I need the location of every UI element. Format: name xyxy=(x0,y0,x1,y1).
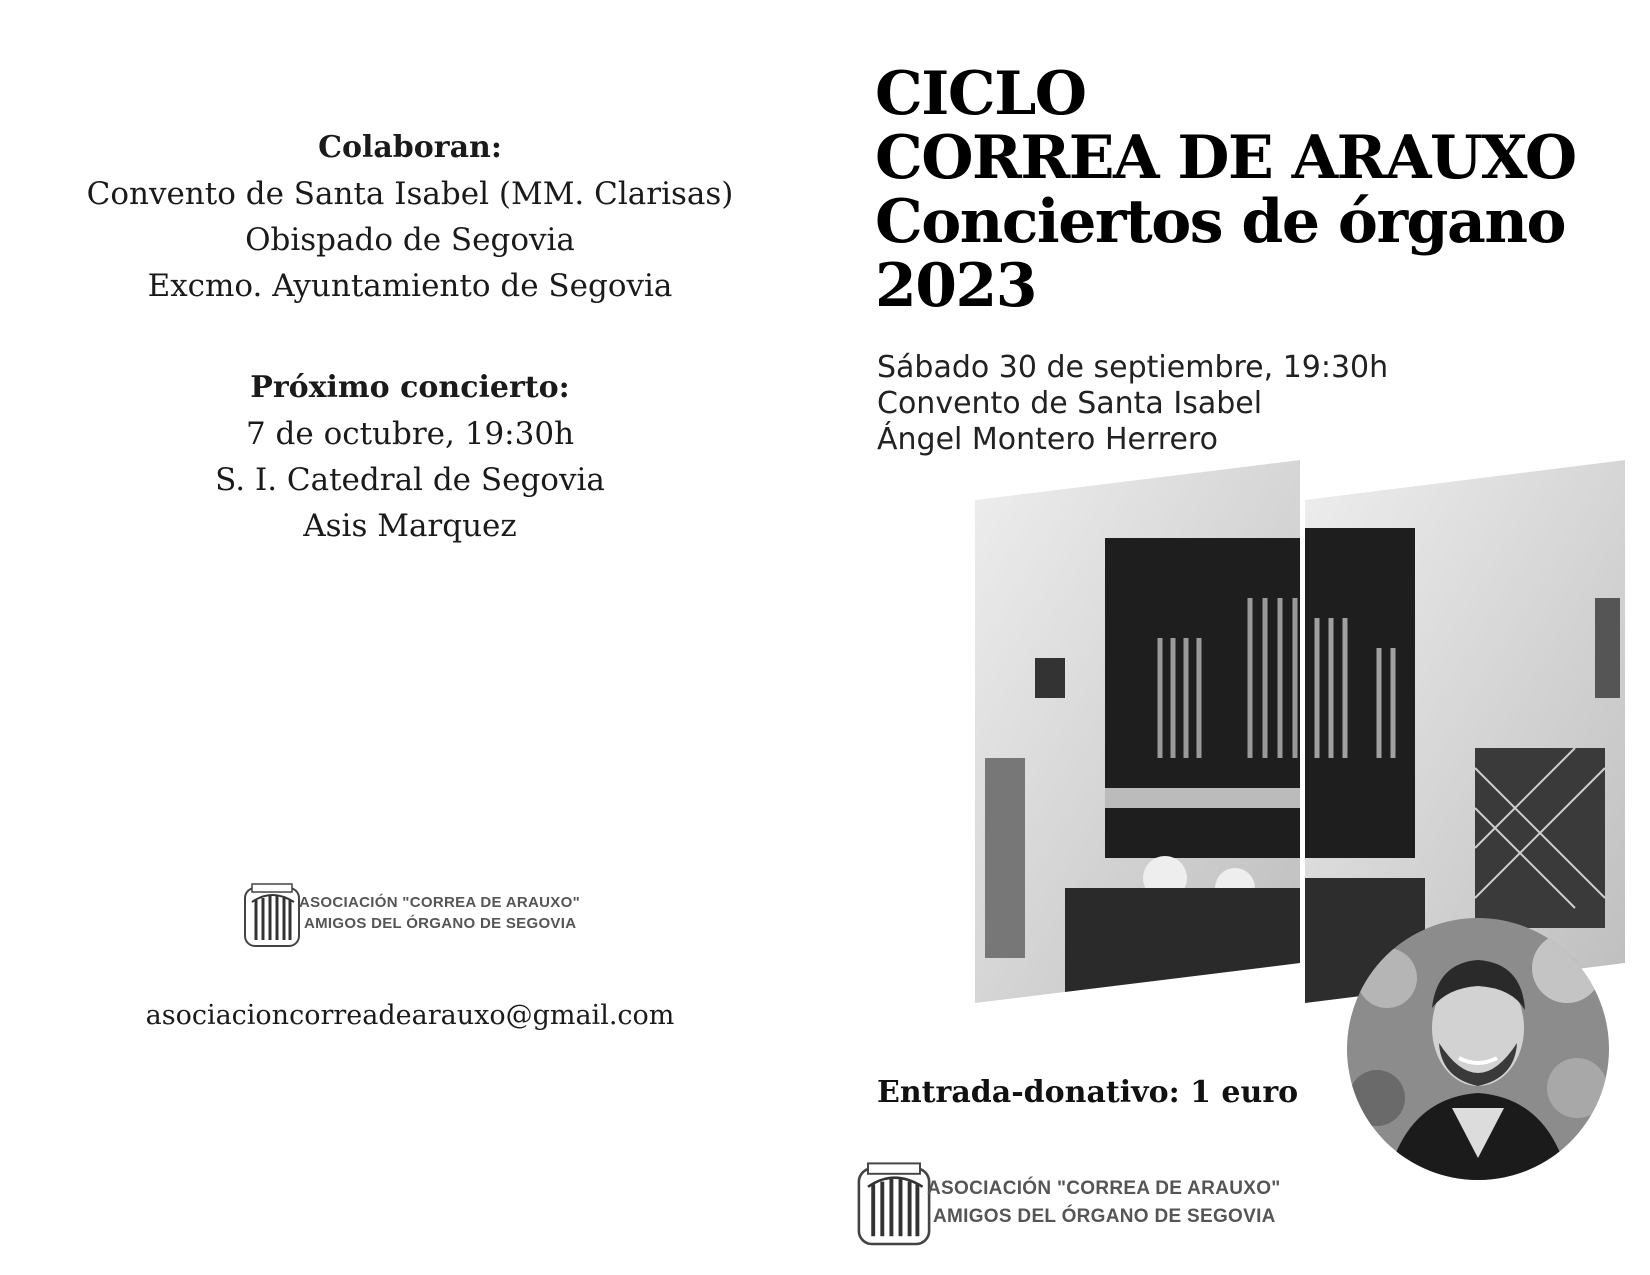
organ-photo xyxy=(975,458,1625,1003)
association-name: ASOCIACIÓN "CORREA DE ARAUXO" xyxy=(299,894,580,911)
right-panel xyxy=(820,0,1650,1275)
association-subtitle: AMIGOS DEL ÓRGANO DE SEGOVIA xyxy=(933,1206,1276,1227)
left-panel xyxy=(0,0,820,1275)
next-concert-venue: S. I. Catedral de Segovia xyxy=(215,462,605,498)
association-logo-large xyxy=(855,1160,1285,1250)
performer-portrait xyxy=(1347,918,1609,1180)
collaborator-item: Convento de Santa Isabel (MM. Clarisas) xyxy=(86,176,734,212)
portrait-image xyxy=(1347,918,1609,1180)
entry-price: Entrada-donativo: 1 euro xyxy=(877,1075,1299,1110)
collaborators-block xyxy=(0,125,820,309)
next-concert-date: 7 de octubre, 19:30h xyxy=(245,416,575,452)
title-line-3: Conciertos de órgano xyxy=(875,187,1566,257)
collaborator-item: Excmo. Ayuntamiento de Segovia xyxy=(147,268,673,304)
next-concert-title: Próximo concierto: xyxy=(250,370,570,405)
concert-date: Sábado 30 de septiembre, 19:30h xyxy=(877,350,1389,385)
title-line-4: 2023 xyxy=(875,251,1036,321)
contact-email: asociacioncorreadearauxo@gmail.com xyxy=(145,1000,675,1031)
collaborators-title: Colaboran: xyxy=(318,130,502,165)
next-concert-block xyxy=(0,365,820,549)
association-subtitle: AMIGOS DEL ÓRGANO DE SEGOVIA xyxy=(304,915,577,932)
next-concert-performer: Asis Marquez xyxy=(303,508,517,544)
title-line-1: CICLO xyxy=(875,59,1086,129)
concert-performer: Ángel Montero Herrero xyxy=(877,422,1218,457)
organ-seal-icon xyxy=(242,882,302,950)
organ-seal-icon xyxy=(855,1160,933,1250)
association-logo xyxy=(242,882,580,950)
concert-venue: Convento de Santa Isabel xyxy=(877,386,1263,421)
collaborator-item: Obispado de Segovia xyxy=(245,222,575,258)
association-name: ASOCIACIÓN "CORREA DE ARAUXO" xyxy=(927,1178,1281,1199)
title-line-2: CORREA DE ARAUXO xyxy=(875,123,1576,193)
